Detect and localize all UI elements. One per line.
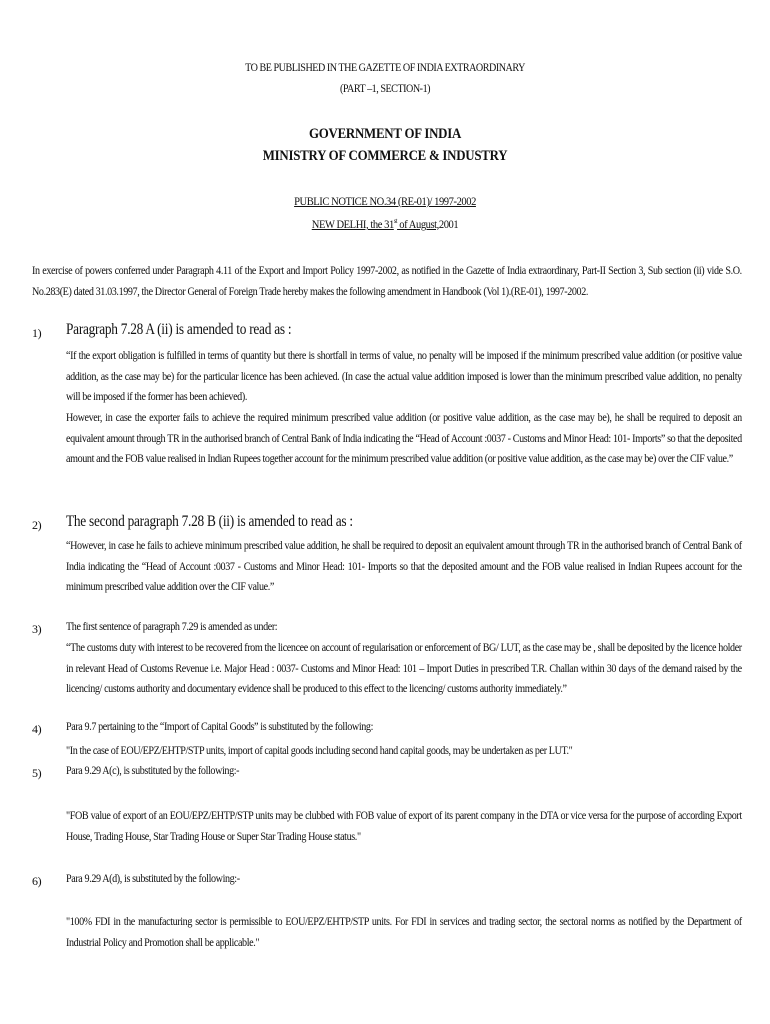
public-notice-number — [46, 194, 724, 209]
item-1-text-b — [66, 408, 742, 470]
item-5-heading: Para 9.29 A(c), is substituted by the following:- — [66, 765, 240, 777]
item-6-text — [66, 912, 742, 953]
item-4-text-content: "In the case of EOU/EPZ/EHTP/STP units, import of capital goods including second hand capital goods, may be undertaken as per LUT." — [66, 745, 573, 757]
item-2-heading: The second paragraph 7.28 B (ii) is amended to read as : — [66, 513, 353, 530]
gazette-part-section-line: (PART –1, SECTION-1) — [339, 83, 431, 95]
notice-date-place: NEW DELHI, the 31 — [311, 217, 394, 231]
item-1-heading: Paragraph 7.28 A (ii) is amended to read as : — [66, 321, 292, 338]
item-6-number: 6) — [32, 874, 42, 888]
item-4-heading: Para 9.7 pertaining to the “Import of Capital Goods” is substituted by the following: — [66, 721, 373, 733]
item-5-text — [66, 806, 742, 847]
item-6-heading: Para 9.29 A(d), is substituted by the following:- — [66, 873, 240, 885]
item-2-number: 2) — [32, 518, 42, 532]
item-2-text-content: “However, in case he fails to achieve minimum prescribed value addition, he shall be required to deposit an equivalent amount through TR in the authorised branch of Central Bank of India indicating the “Head of Account :0037 - Customs and Minor Head: 101- Imports so that the deposited amount and the FOB value realised in Indian Rupees account for the minimum prescribed value addition over the CIF value.” — [66, 540, 742, 593]
document-title-government: GOVERNMENT OF INDIA — [308, 126, 462, 142]
item-2-text — [66, 536, 742, 598]
item-1-text-a — [66, 346, 742, 408]
item-3-number: 3) — [32, 622, 42, 636]
item-4-number: 4) — [32, 722, 42, 736]
item-3-text — [66, 638, 742, 700]
item-5-number: 5) — [32, 766, 42, 780]
intro-paragraph — [32, 261, 742, 302]
item-3-text-content: “The customs duty with interest to be recovered from the licencee on account of regularisation or enforcement of BG/ LUT, as the case may be , shall be deposited by the licence holder in relevant Head of Customs Revenue i.e. Major Head : 0037- Customs and Minor Head: 101 – Import Duties in prescribed T.R. Challan within 30 days of the demand raised by the licencing/ customs authority and documentary evidence shall be produced to this effect to the licencing/ customs authority immediately.” — [66, 642, 742, 695]
item-4-text — [66, 741, 742, 762]
intro-paragraph-text: In exercise of powers conferred under Paragraph 4.11 of the Export and Import Policy 1997-2002, as notified in the Gazette of India extraordinary, Part-II Section 3, Sub section (ii) vide S.O. No.283(E) dated 31.03.1997, the Director General of Foreign Trade hereby makes the following amendment in Handbook (Vol 1).(RE-01), 1997-2002. — [32, 265, 742, 298]
notice-date-line — [46, 217, 724, 232]
gazette-publication-line: TO BE PUBLISHED IN THE GAZETTE OF INDIA EXTRAORDINARY — [245, 62, 525, 74]
document-title-ministry: MINISTRY OF COMMERCE & INDUSTRY — [262, 148, 508, 164]
item-1-text-a-content: “If the export obligation is fulfilled in terms of quantity but there is shortfall in terms of value, no penalty will be imposed if the minimum prescribed value addition (or positive value addition, as the case may be) for the particular licence has been achieved. (In case the actual value addition imposed is lower than the minimum prescribed value addition, no penalty will be imposed if the former has been achieved). — [66, 350, 742, 403]
notice-date-year: 2001 — [438, 217, 459, 231]
public-notice-number-text: PUBLIC NOTICE NO.34 (RE-01)/ 1997-2002 — [294, 194, 476, 208]
notice-date-month: of August, — [397, 217, 439, 231]
item-3-heading: The first sentence of paragraph 7.29 is amended as under: — [66, 621, 278, 633]
item-6-text-content: "100% FDI in the manufacturing sector is permissible to EOU/EPZ/EHTP/STP units. For FDI in services and trading sector, the sectoral norms as notified by the Department of Industrial Policy and Promotion shall be applicable." — [66, 916, 742, 949]
item-1-text-b-content: However, in case the exporter fails to achieve the required minimum prescribed value addition (or positive value addition, as the case may be), he shall be required to deposit an equivalent amount through TR in the authorised branch of Central Bank of India indicating the “Head of Account :0037 - Customs and Minor Head: 101- Imports” so that the deposited amount and the FOB value realised in Indian Rupees together account for the minimum prescribed value addition (or positive value addition, as the case may be) over the CIF value.” — [66, 412, 742, 465]
item-5-text-content: "FOB value of export of an EOU/EPZ/EHTP/STP units may be clubbed with FOB value of export of its parent company in the DTA or vice versa for the purpose of according Export House, Trading House, Star Trading House or Super Star Trading House status." — [66, 810, 742, 843]
notice-date-suffix: st — [393, 217, 398, 225]
item-1-number: 1) — [32, 326, 42, 340]
